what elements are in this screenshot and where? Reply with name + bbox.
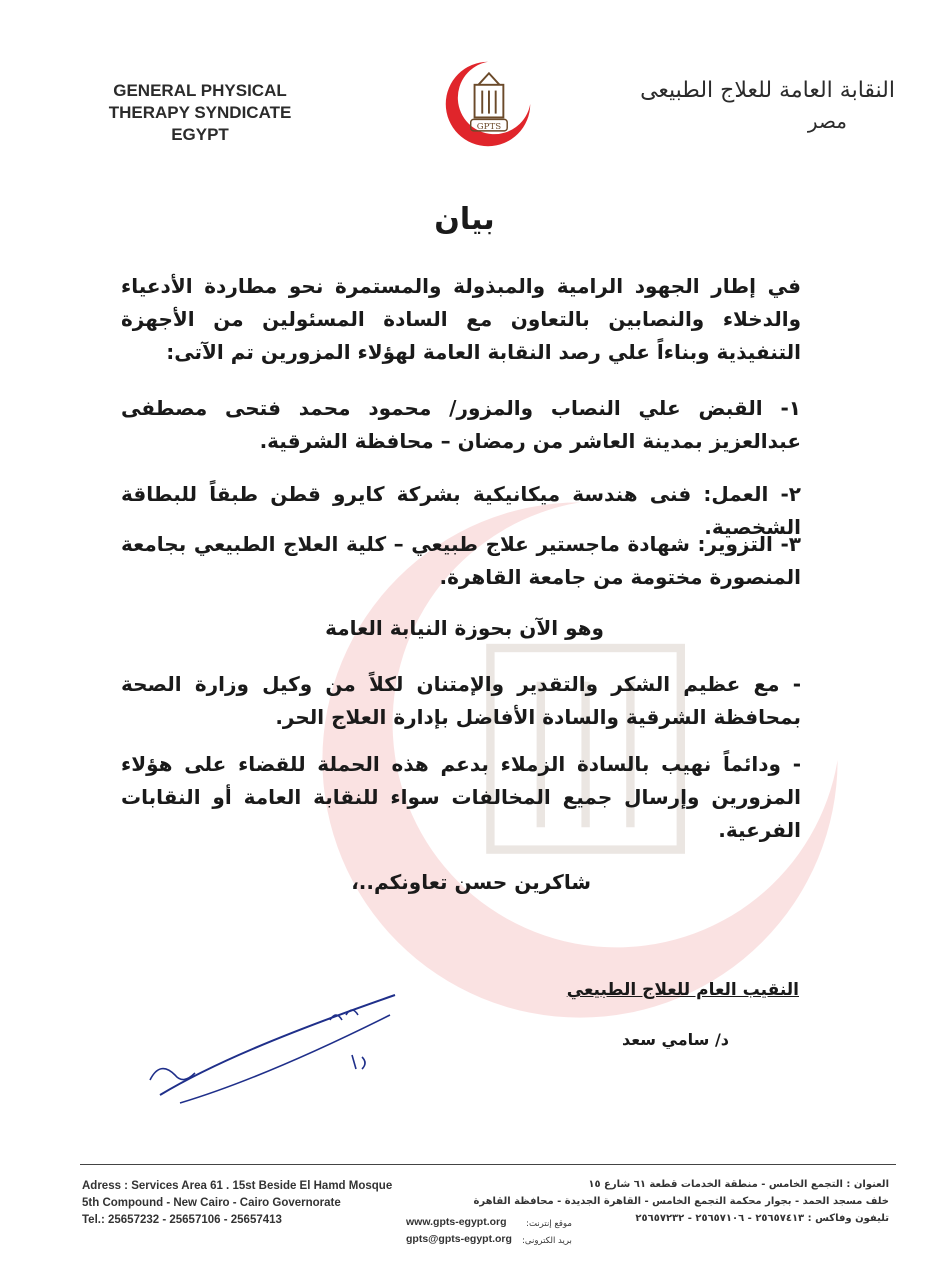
english-name-line-1: GENERAL PHYSICAL [113,81,287,100]
footer-ar-line-1: العنوان : التجمع الخامس - منطقة الخدمات قطعة ٦١ شارع ١٥ [588,1179,889,1190]
signatory-title: النقيب العام للعلاج الطبيعي [566,980,799,1000]
appeal-paragraph: - ودائماً نهيب بالسادة الزملاء بدعم هذه الحملة للقضاء على هؤلاء المزورين وإرسال جميع المخالفات سواء للنقابة العامة أو النقابات الفرعية. [121,752,801,842]
arabic-letterhead [640,78,895,133]
thanks-paragraph: - مع عظيم الشكر والتقدير والإمتنان لكلاً من وكيل وزارة الصحة بمحافظة الشرقية والسادة الأفاضل بإدارة العلاج الحر. [121,672,801,729]
footer-address-line-1: Adress : Services Area 61 . 15st Beside El Hamd Mosque [82,1180,393,1192]
footer-english-address [82,1178,392,1229]
footer-ar-line-3: تليفون وفاكس : ٢٥٦٥٧٤١٣ - ٢٥٦٥٧١٠٦ - ٢٥٦٥٧٢٣٢ [635,1213,889,1224]
syndicate-logo-icon [440,56,536,152]
footer-ar-line-2: خلف مسجد الحمد - بجوار محكمة التجمع الخامس - القاهرة الجديدة - محافظة القاهرة [473,1196,889,1207]
signatory-name: د/ سامي سعد [621,1030,729,1049]
svg-text:GPTS: GPTS [476,121,502,132]
arabic-syndicate-name: النقابة العامة للعلاج الطبيعى [640,78,895,103]
footer-divider [80,1164,896,1165]
website-label: موقع إنترنت: [526,1219,572,1229]
footer-arabic-address [474,1176,890,1227]
arabic-country-name: مصر [807,109,847,133]
email-link[interactable]: gpts@gpts-egypt.org [406,1233,512,1245]
item-occupation: ٢- العمل: فنى هندسة ميكانيكية بشركة كايرو قطن طبقاً للبطاقة الشخصية. [121,482,801,539]
item-arrest: ١- القبض علي النصاب والمزور/ محمود محمد فتحى مصطفى عبدالعزيز بمدينة العاشر من رمضان – محافظة الشرقية. [121,396,801,453]
footer-address-line-2: 5th Compound - New Cairo - Cairo Governorate [82,1197,341,1209]
statement-title: بيان [434,202,495,237]
email-label: بريد الكترونى: [522,1236,572,1246]
english-name-line-3: EGYPT [171,125,229,144]
intro-paragraph: في إطار الجهود الرامية والمبذولة والمستمرة نحو مطاردة الأدعياء والدخلاء والنصابين بالتعاون مع السادة المسئولين من الأجهزة التنفيذية وبناءاً علي رصد النقابة العامة لهؤلاء المزورين تم الآتى: [121,274,801,364]
english-letterhead [62,80,338,146]
handwritten-signature-icon [140,985,410,1115]
english-name-line-2: THERAPY SYNDICATE [108,103,292,122]
signature-block [567,980,799,1049]
item-forgery: ٣- التزوير: شهادة ماجستير علاج طبيعي – كلية العلاج الطبيعي بجامعة المنصورة مختومة من جامعة القاهرة. [121,532,801,589]
custody-line: وهو الآن بحوزة النيابة العامة [325,616,604,640]
closing-line: شاكرين حسن تعاونكم..، [351,870,591,894]
website-link[interactable]: www.gpts-egypt.org [406,1216,507,1228]
footer-phone-line: Tel.: 25657232 - 25657106 - 25657413 [82,1214,282,1226]
